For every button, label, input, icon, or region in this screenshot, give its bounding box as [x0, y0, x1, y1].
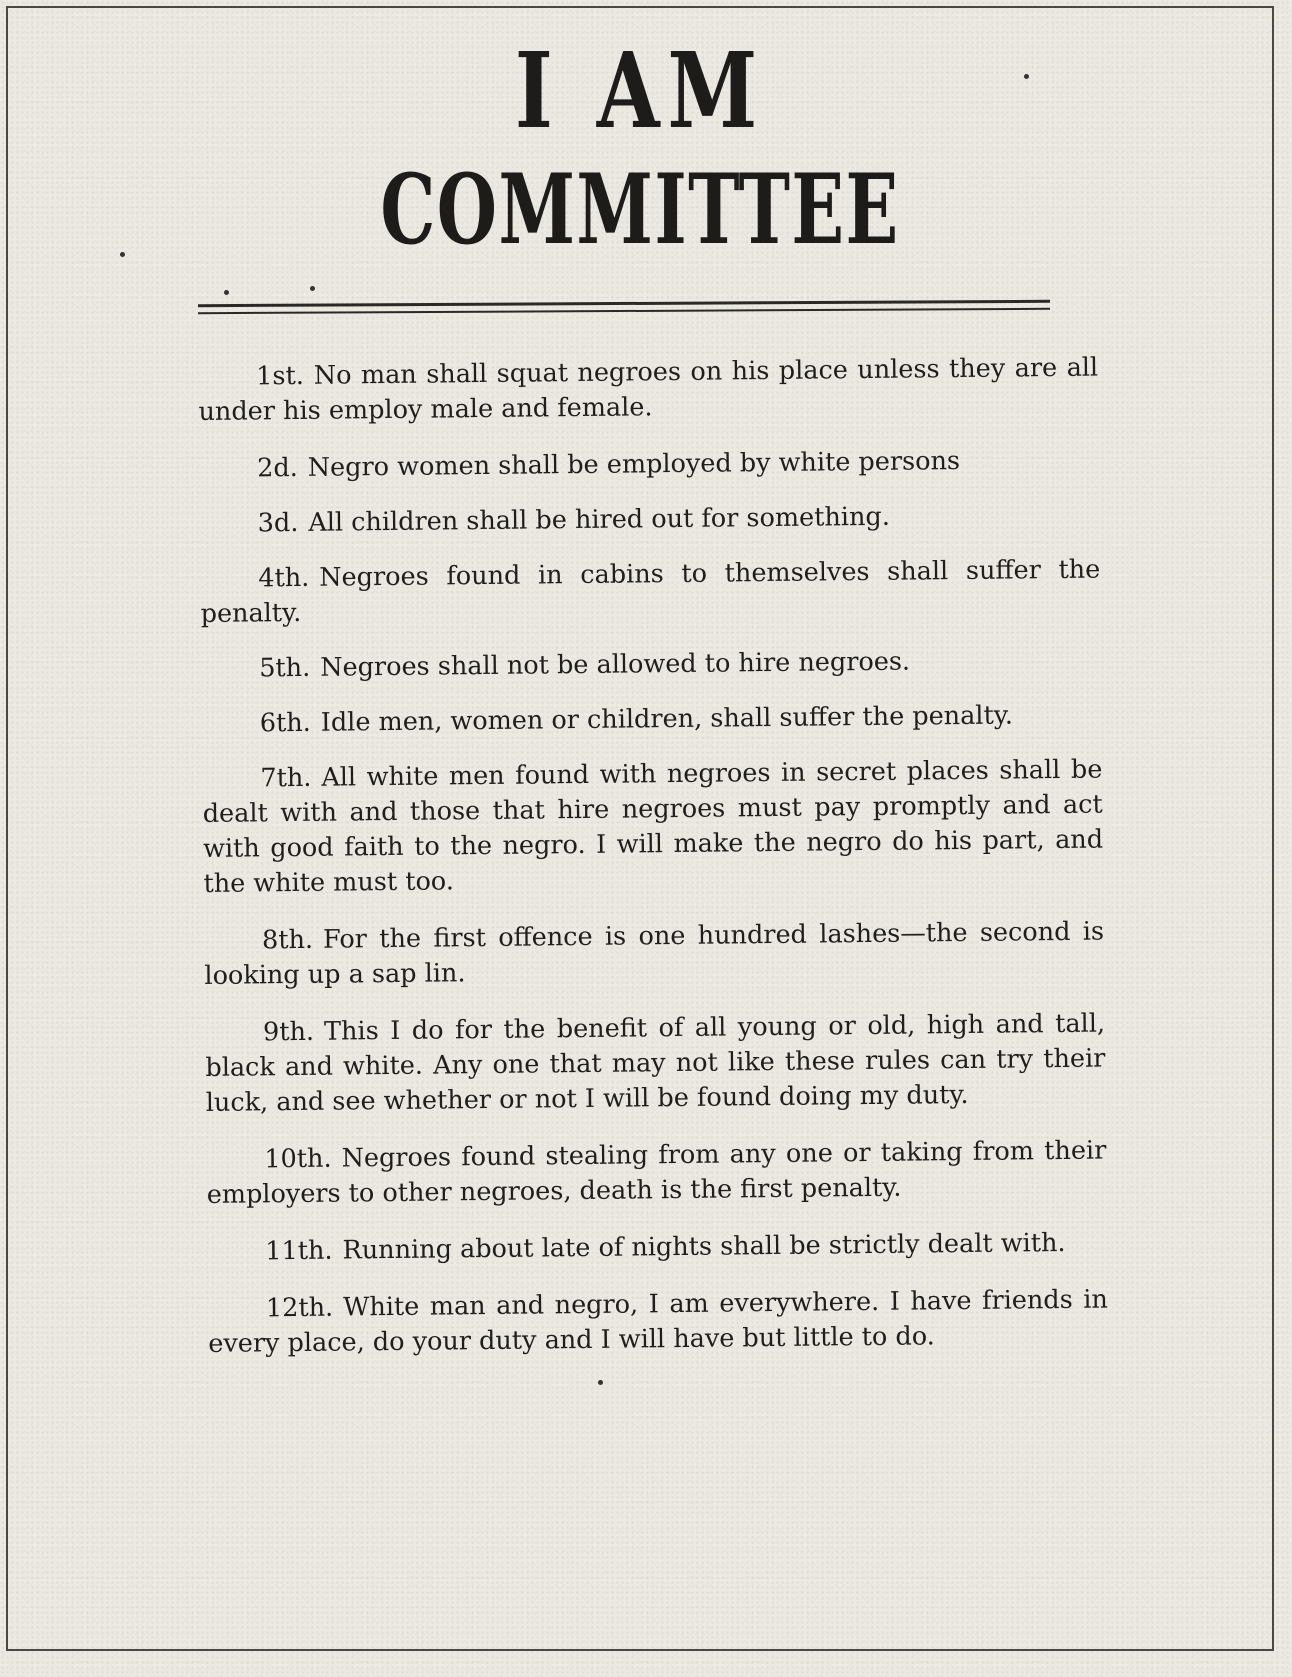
title-line-2: COMMITTEE [380, 153, 900, 266]
rule-number: 8th. [261, 924, 314, 956]
rule-item [198, 351, 1099, 430]
rule-text: For the first offence is one hundred lashes—the second is looking up a sap lin. [204, 916, 1105, 991]
ink-speck [120, 252, 125, 257]
rule-item [201, 643, 1101, 687]
rule-number: 2d. [256, 452, 298, 484]
rule-number: 12th. [265, 1292, 334, 1324]
title-line-1: I AM [514, 29, 766, 152]
rule-text: Running about late of nights shall be strictly dealt with. [342, 1227, 1066, 1266]
rule-number: 9th. [262, 1016, 315, 1048]
rule-item [204, 915, 1105, 994]
rule-number: 10th. [264, 1143, 332, 1175]
ink-speck [598, 1380, 603, 1385]
rule-text: All children shall be hired out for something. [308, 501, 891, 538]
rule-number: 7th. [260, 762, 312, 794]
rule-number: 3d. [257, 507, 299, 539]
rule-text: Negroes shall not be allowed to hire negroes. [320, 646, 911, 683]
rule-text: All white men found with negroes in secret places shall be dealt with and those that hire negroes must pay promptly and act with good faith to the negro. I will make the negro do his part, and the white must too. [202, 754, 1104, 899]
rule-item [199, 443, 1099, 487]
rule-number: 4th. [258, 562, 310, 594]
rule-text: Negro women shall be employed by white persons [307, 446, 961, 483]
rule-item [206, 1134, 1107, 1213]
rule-item [202, 698, 1102, 742]
rule-text: This I do for the benefit of all young or old, high and tall, black and white. Any one that may not like these rules can try their luck, and see whether or not I will be found doing my duty. [205, 1008, 1106, 1118]
rule-text: White man and negro, I am everywhere. I have friends in every place, do your duty and I will have but little to do. [208, 1284, 1109, 1359]
rule-number: 1st. [256, 360, 305, 392]
rule-text: No man shall squat negroes on his place unless they are all under his employ male and female. [198, 352, 1099, 427]
document-page [6, 6, 1274, 1651]
rules-list [198, 351, 1108, 1362]
title-divider-bottom [198, 308, 1050, 314]
ink-speck [310, 286, 315, 291]
rule-item [208, 1283, 1109, 1362]
rule-item [207, 1226, 1107, 1270]
rule-item [205, 1007, 1106, 1121]
rule-text: Negroes found in cabins to themselves shall suffer the penalty. [200, 554, 1101, 629]
title-divider-top [198, 300, 1050, 307]
rule-item [202, 753, 1103, 902]
rule-number: 5th. [259, 652, 311, 684]
rule-text: Negroes found stealing from any one or taking from their employers to other negroes, death is the first penalty. [206, 1135, 1107, 1210]
rule-text: Idle men, women or children, shall suffer the penalty. [320, 700, 1014, 738]
ink-speck [224, 290, 229, 295]
rule-number: 11th. [265, 1235, 333, 1267]
rule-item [200, 498, 1100, 542]
rule-number: 6th. [259, 707, 311, 739]
rule-item [200, 553, 1101, 632]
ink-speck [1024, 74, 1029, 79]
